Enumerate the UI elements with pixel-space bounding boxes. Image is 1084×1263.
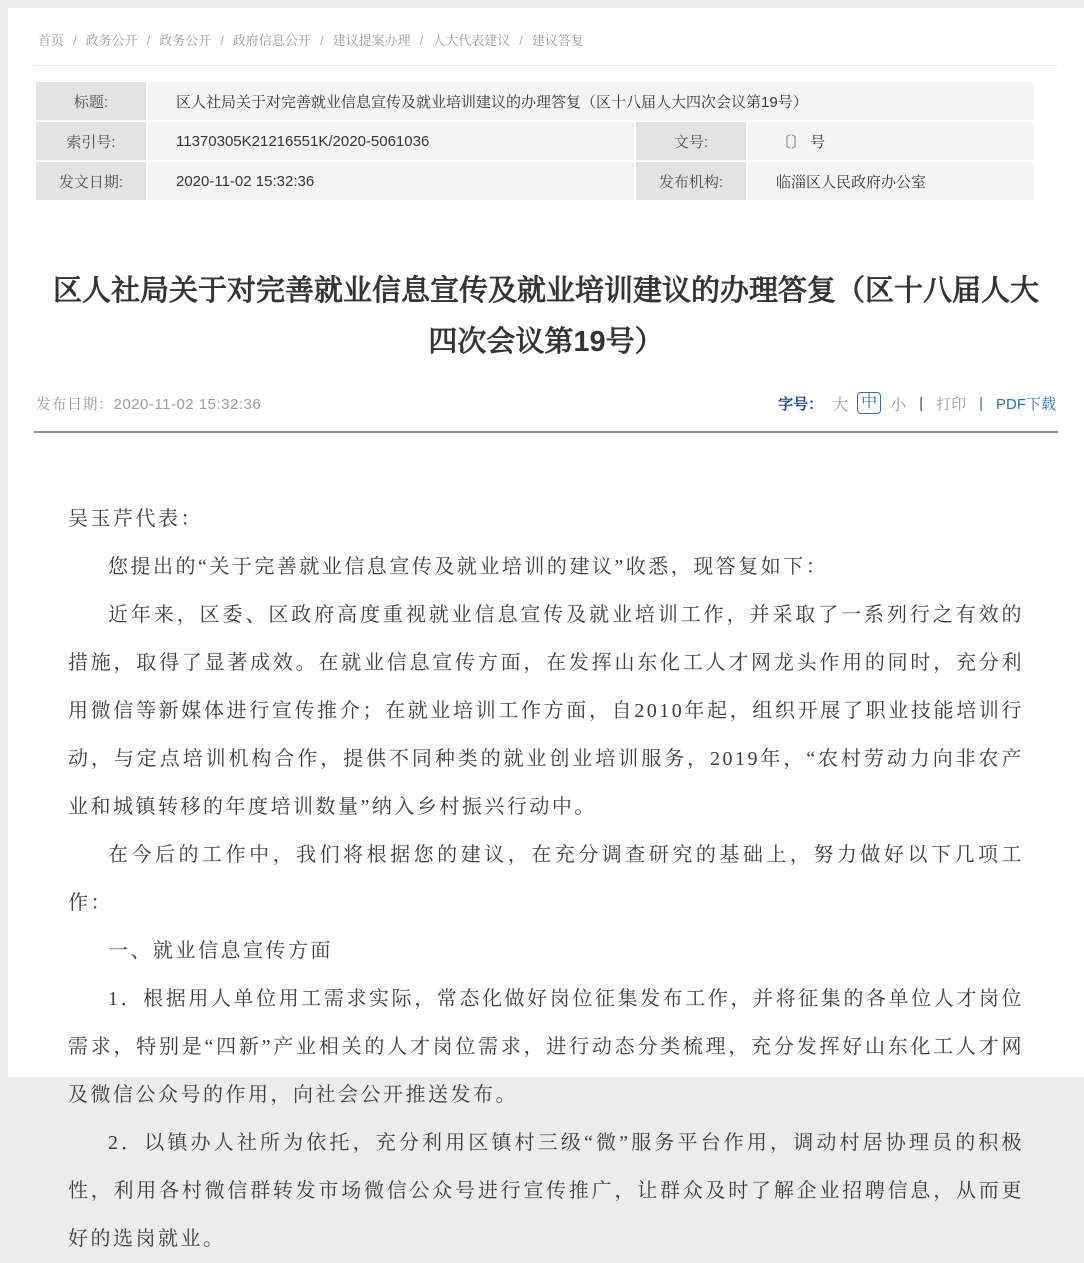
table-row [36, 122, 1034, 160]
meta-index-label: 索引号: [36, 122, 146, 160]
font-size-small-button[interactable]: 小 [890, 392, 906, 415]
publish-date-value: 2020-11-02 15:32:36 [114, 396, 262, 413]
article-toolbar [778, 392, 1056, 415]
meta-org-value: 临淄区人民政府办公室 [748, 162, 1034, 200]
meta-date-label: 发文日期: [36, 162, 146, 200]
breadcrumb-separator: / [220, 33, 224, 48]
meta-org-label: 发布机构: [636, 162, 746, 200]
table-row [36, 82, 1034, 120]
meta-date-value: 2020-11-02 15:32:36 [148, 162, 634, 200]
meta-title-label: 标题: [36, 82, 146, 120]
content-panel [8, 8, 1084, 1077]
breadcrumb-separator: / [420, 33, 424, 48]
body-paragraph: 1．根据用人单位用工需求实际，常态化做好岗位征集发布工作，并将征集的各单位人才岗位需求，特别是“四新”产业相关的人才岗位需求，进行动态分类梳理，充分发挥好山东化工人才网及微信公众号的作用，向社会公开推送发布。 [68, 975, 1024, 1119]
body-paragraph: 2．以镇办人社所为依托，充分利用区镇村三级“微”服务平台作用，调动村居协理员的积极性，利用各村微信群转发市场微信公众号进行宣传推广，让群众及时了解企业招聘信息，从而更好的选岗就业。 [68, 1119, 1024, 1263]
breadcrumb-item-zhengwu-2[interactable]: 政务公开 [159, 33, 211, 48]
article-meta-line [34, 392, 1058, 415]
breadcrumb-item-gov-info[interactable]: 政府信息公开 [233, 33, 311, 48]
header-divider [34, 431, 1058, 433]
font-size-medium-button[interactable]: 中 [857, 392, 881, 414]
meta-docnum-label: 文号: [636, 122, 746, 160]
document-meta-table [34, 80, 1036, 202]
publish-date-label: 发布日期： [36, 396, 114, 413]
breadcrumb-item-suggestion-reply[interactable]: 建议答复 [532, 33, 584, 48]
breadcrumb-separator: / [147, 33, 151, 48]
font-size-label: 字号： [778, 393, 823, 414]
breadcrumb-item-npc-suggestions[interactable]: 人大代表建议 [432, 33, 510, 48]
breadcrumb-item-home[interactable]: 首页 [38, 33, 64, 48]
meta-index-value: 11370305K21216551K/2020-5061036 [148, 122, 634, 160]
font-size-large-button[interactable]: 大 [832, 392, 848, 415]
toolbar-divider: | [979, 395, 983, 412]
page-title: 区人社局关于对完善就业信息宣传及就业培训建议的办理答复（区十八届人大四次会议第19号） [41, 266, 1051, 368]
pdf-download-button[interactable]: PDF下载 [996, 393, 1056, 414]
meta-title-value: 区人社局关于对完善就业信息宣传及就业培训建议的办理答复（区十八届人大四次会议第19号） [148, 82, 1034, 120]
breadcrumb [34, 20, 1058, 66]
body-paragraph-salutation: 吴玉芹代表： [68, 495, 1024, 543]
meta-docnum-value: 〔〕 号 [748, 122, 1034, 160]
body-paragraph-section-heading: 一、就业信息宣传方面 [68, 927, 1024, 975]
publish-date [36, 393, 261, 414]
body-paragraph: 您提出的“关于完善就业信息宣传及就业培训的建议”收悉，现答复如下： [68, 543, 1024, 591]
breadcrumb-separator: / [519, 33, 523, 48]
document-body [68, 495, 1024, 1263]
breadcrumb-item-proposal-handling[interactable]: 建议提案办理 [333, 33, 411, 48]
print-button[interactable]: 打印 [936, 393, 966, 414]
breadcrumb-separator: / [73, 33, 77, 48]
body-paragraph: 在今后的工作中，我们将根据您的建议，在充分调查研究的基础上，努力做好以下几项工作： [68, 831, 1024, 927]
toolbar-divider: | [919, 395, 923, 412]
breadcrumb-separator: / [320, 33, 324, 48]
body-paragraph: 近年来，区委、区政府高度重视就业信息宣传及就业培训工作，并采取了一系列行之有效的措施，取得了显著成效。在就业信息宣传方面，在发挥山东化工人才网龙头作用的同时，充分利用微信等新媒体进行宣传推介；在就业培训工作方面，自2010年起，组织开展了职业技能培训行动，与定点培训机构合作，提供不同种类的就业创业培训服务，2019年，“农村劳动力向非农产业和城镇转移的年度培训数量”纳入乡村振兴行动中。 [68, 591, 1024, 831]
table-row [36, 162, 1034, 200]
breadcrumb-item-zhengwu-1[interactable]: 政务公开 [86, 33, 138, 48]
